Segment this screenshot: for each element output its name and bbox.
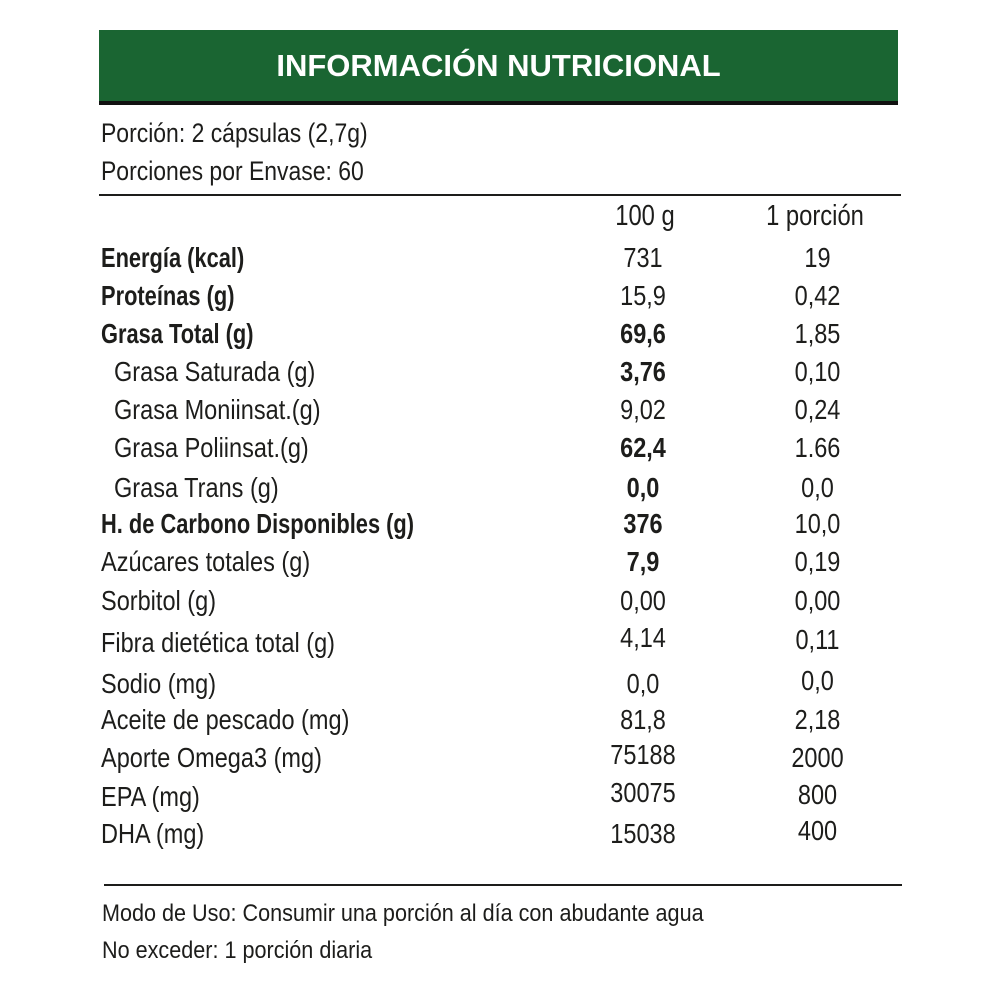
value-per-100g: 62,4 [620,432,666,463]
value-per-serving: 0,42 [794,280,841,311]
value-per-serving: 0,0 [801,665,834,696]
nutrient-name: Fibra dietética total (g) [101,627,336,658]
nutrient-name: Grasa Total (g) [101,318,254,349]
value-per-serving: 0,00 [794,585,841,616]
nutrient-name: Aporte Omega3 (mg) [101,742,322,773]
column-header-serving: 1 porción [766,200,864,232]
nutrient-name: Grasa Saturada (g) [114,356,316,387]
value-per-100g: 4,14 [620,622,666,653]
nutrient-row-fish-oil [0,704,1000,742]
value-per-100g: 376 [623,508,663,539]
nutrient-name: Aceite de pescado (mg) [101,704,350,735]
value-per-serving: 2,18 [794,704,841,735]
nutrient-name: H. de Carbono Disponibles (g) [101,508,415,539]
value-per-100g: 7,9 [626,546,660,577]
value-per-serving: 0,19 [794,546,841,577]
value-per-100g: 15038 [610,818,676,849]
value-per-serving: 1.66 [794,432,841,463]
value-per-100g: 3,76 [620,356,666,387]
value-per-serving: 0,10 [794,356,841,387]
nutrient-name: Proteínas (g) [101,280,235,311]
nutrient-row-saturated-fat [0,356,1000,394]
value-per-100g: 15,9 [620,280,666,311]
value-per-100g: 75188 [610,739,676,770]
value-per-100g: 9,02 [620,394,666,425]
nutrient-row-energy [0,242,1000,280]
nutrient-name: Grasa Moniinsat.(g) [114,394,321,425]
nutrition-title: INFORMACIÓN NUTRICIONAL [276,47,721,83]
value-per-100g: 30075 [610,777,676,808]
nutrient-row-carbohydrates [0,508,1000,546]
nutrient-row-dha [0,815,1000,856]
nutrition-header [99,30,898,105]
nutrient-name: Azúcares totales (g) [101,546,311,577]
value-per-100g: 731 [623,242,663,273]
nutrient-row-omega3 [0,739,1000,780]
top-divider [99,194,901,196]
value-per-serving: 800 [797,779,838,810]
nutrient-name: Sorbitol (g) [101,585,217,616]
nutrient-row-sodium [0,665,1000,706]
value-per-100g: 81,8 [620,704,666,735]
usage-instructions: Modo de Uso: Consumir una porción al día con abudante agua [102,900,704,927]
value-per-serving: 10,0 [794,508,841,539]
nutrient-row-polyunsaturated-fat [0,432,1000,470]
value-per-serving: 2000 [791,742,844,773]
nutrient-name: EPA (mg) [101,781,200,812]
nutrient-name: Grasa Trans (g) [114,472,279,503]
usage-limit: No exceder: 1 porción diaria [102,937,373,964]
value-per-serving: 0,0 [801,472,834,503]
servings-per-container: Porciones por Envase: 60 [101,156,364,186]
value-per-100g: 0,0 [626,668,660,699]
value-per-serving: 19 [804,242,831,273]
nutrient-name: Sodio (mg) [101,668,217,699]
nutrient-row-trans-fat [0,472,1000,510]
nutrient-name: Grasa Poliinsat.(g) [114,432,309,463]
nutrient-row-protein [0,280,1000,318]
serving-size: Porción: 2 cápsulas (2,7g) [101,118,368,148]
value-per-100g: 0,00 [620,585,666,616]
value-per-serving: 1,85 [794,318,841,349]
value-per-serving: 0,24 [794,394,841,425]
column-header-100g: 100 g [615,200,675,232]
nutrient-name: Energía (kcal) [101,242,245,273]
value-per-serving: 400 [797,815,838,846]
nutrient-row-sorbitol [0,585,1000,623]
value-per-100g: 69,6 [620,318,666,349]
nutrient-row-epa [0,777,1000,819]
nutrient-row-monounsaturated-fat [0,394,1000,432]
value-per-serving: 0,11 [795,624,840,655]
value-per-100g: 0,0 [626,472,660,503]
nutrient-row-total-fat [0,318,1000,356]
nutrient-row-total-sugars [0,546,1000,584]
nutrient-name: DHA (mg) [101,818,205,849]
nutrient-row-dietary-fiber [0,622,1000,665]
bottom-divider [104,884,902,886]
